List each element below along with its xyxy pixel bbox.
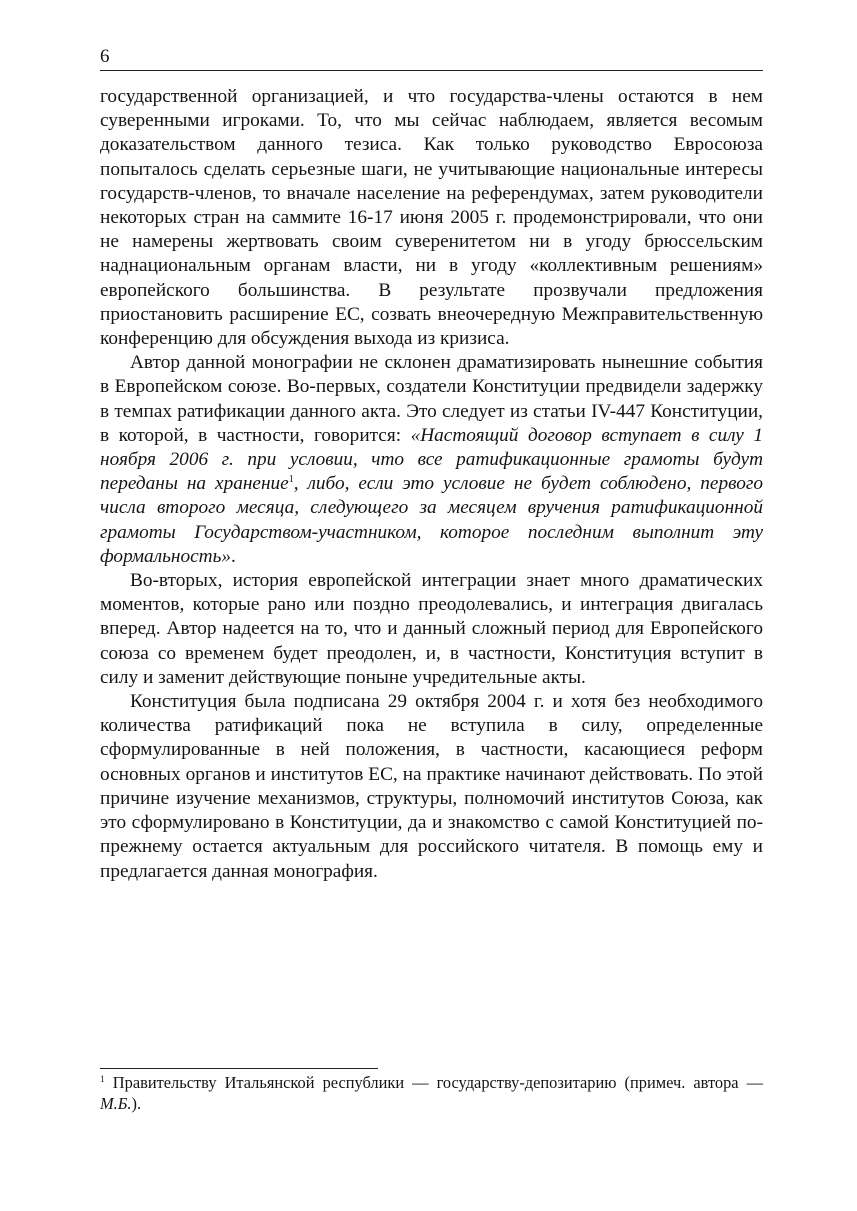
page-header	[100, 44, 763, 71]
footnote-reference[interactable]: 1	[288, 474, 294, 486]
paragraph-1: государственной организацией, и что государства-члены остаются в нем суверенными игроками. То, что мы сейчас наблюдаем, является весомым доказательством данного тезиса. Как только руководство Евросоюза попыталось сделать серьезные шаги, не учитывающие национальные интересы государств-членов, то вначале население на референдумах, затем руководители некоторых стран на саммите 16-17 июня 2005 г. продемонстрировали, что они не намерены жертвовать своим суверенитетом ни в угоду брюссельским наднациональным органам власти, ни в угоду «коллективным решениям» европейского большинства. В результате прозвучали предложения приостановить расширение ЕС, созвать внеочередную Межправительственную конференцию для обсуждения выхода из кризиса.	[100, 86, 763, 350]
constitution-quote-part-2: , либо, если это условие не будет соблюдено, первого числа второго месяца, следующего за месяцем вручения ратификационной грамоты Государством-участником, которое последним выполнит эту формальность»	[100, 473, 763, 567]
footnote-author-initials: М.Б.	[100, 1093, 132, 1113]
footnote-marker: 1	[100, 1075, 105, 1085]
paragraph-2-intro: Автор данной монографии не склонен драматизировать нынешние события в Европейском союзе. Во-первых, создатели Конституции предвидели задержку в темпах ратификации данного акта. Это следует из статьи IV-447 Конституции, в которой, в частности, говорится:	[100, 352, 763, 446]
paragraph-4: Конституция была подписана 29 октября 2004 г. и хотя без необходимого количества ратификаций пока не вступила в силу, определенные сформулированные в ней положения, в частности, касающиеся реформ основных органов и институтов ЕС, на практике начинают действовать. По этой причине изучение механизмов, структуры, полномочий институтов Союза, как это сформулировано в Конституции, да и знакомство с самой Конституцией по-прежнему остается актуальным для российского читателя. В помощь ему и предлагается данная монография.	[100, 691, 763, 882]
footnote	[100, 1073, 763, 1114]
footnote-text: Правительству Итальянской республики — государству-депозитарию (примеч. автора —	[104, 1073, 763, 1092]
paragraph-2	[100, 351, 763, 569]
constitution-quote-part-1: «Настоящий договор вступает в силу 1 ноября 2006 г. при условии, что все ратификационные грамоты будут переданы на хранение	[100, 424, 763, 495]
body-text	[100, 85, 763, 884]
page-number: 6	[100, 46, 110, 67]
paragraph-3: Во-вторых, история европейской интеграции знает много драматических моментов, которые рано или поздно преодолевались, и интеграция двигалась вперед. Автор надеется на то, что и данный сложный период для Европейского союза со временем будет преодолен, и, в частности, Конституция вступит в силу и заменит действующие поныне учредительные акты.	[100, 570, 763, 688]
paragraph-2-end: .	[231, 545, 236, 567]
footnote-divider	[100, 1068, 378, 1069]
footnote-end: ).	[131, 1093, 142, 1113]
